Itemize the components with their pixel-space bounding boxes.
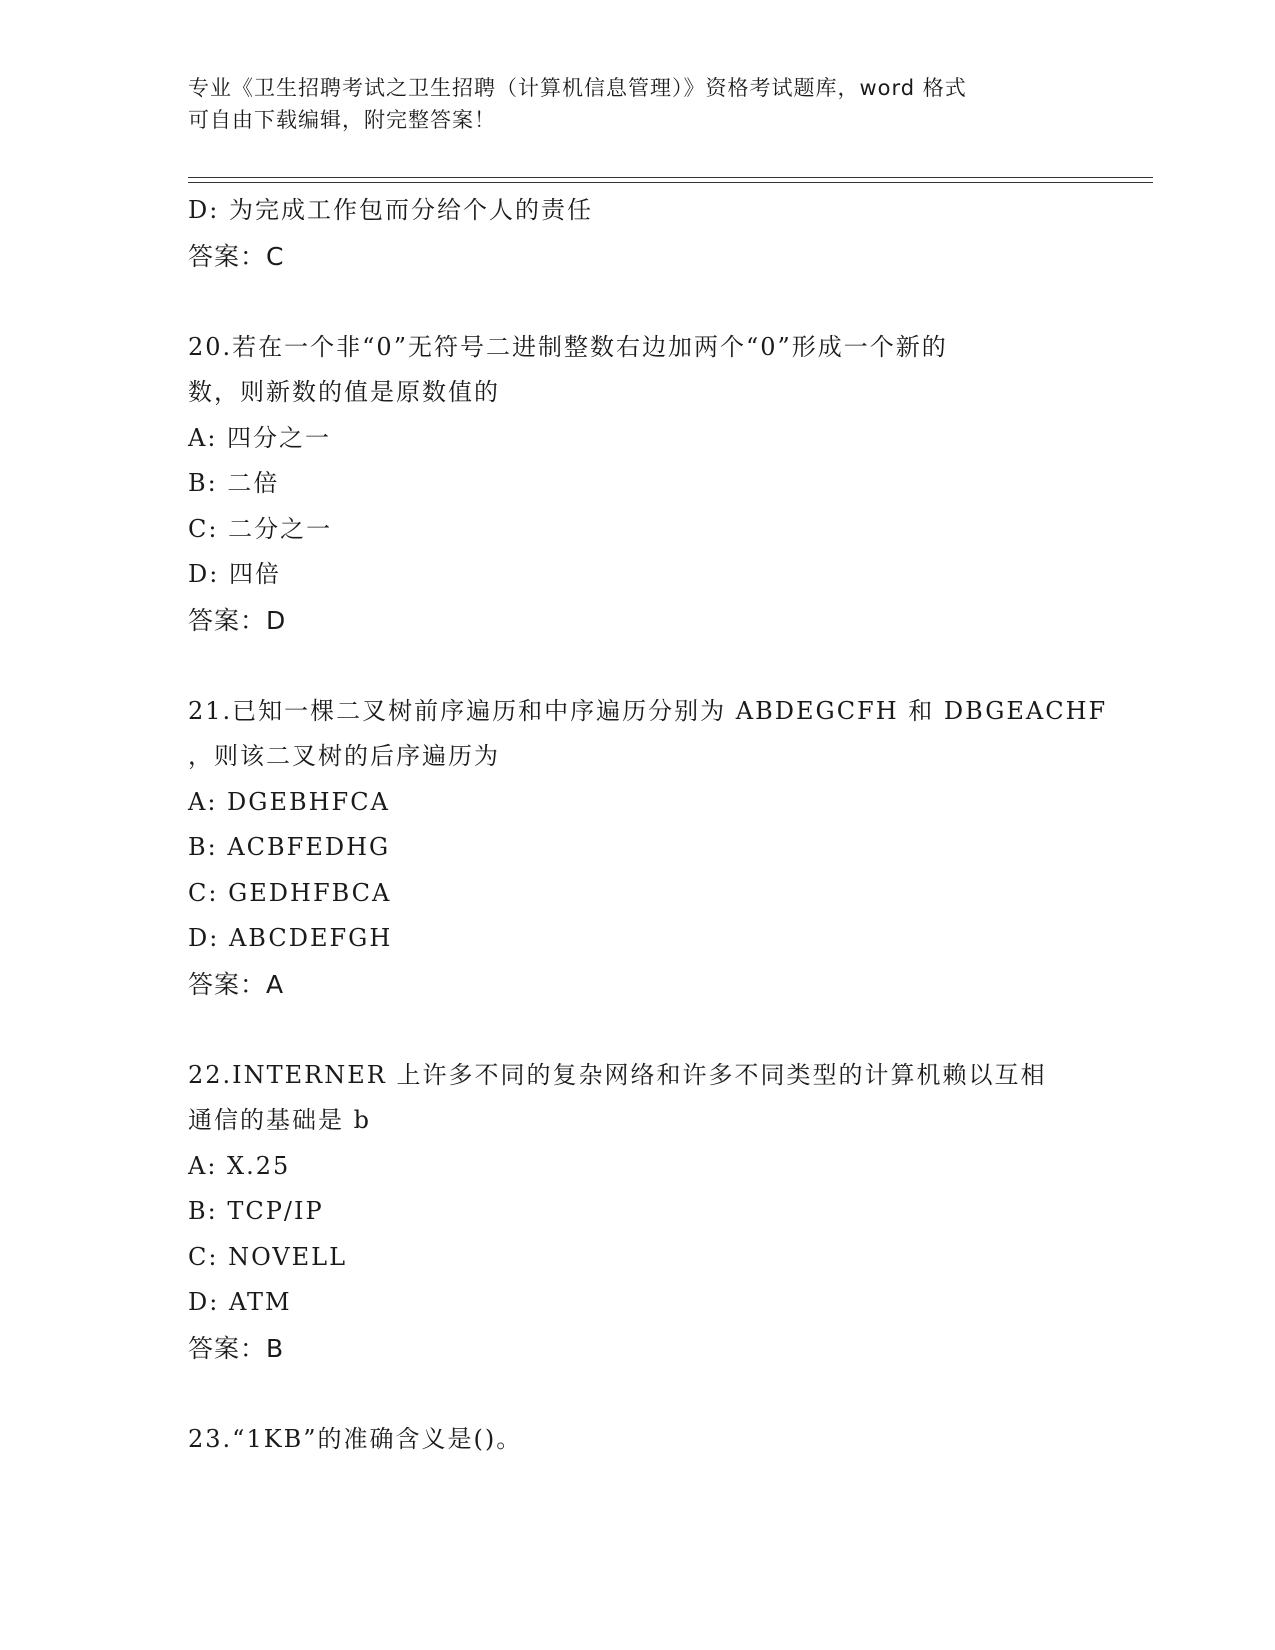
option-d: D: 四倍 xyxy=(188,560,281,588)
header-divider-top xyxy=(188,177,1153,178)
option-d: D: ATM xyxy=(188,1288,292,1316)
question-stem: 23.“1KB”的准确含义是()。 xyxy=(188,1424,523,1453)
spacer xyxy=(188,1371,1088,1417)
question-20 xyxy=(188,325,1088,644)
question-stem: 21.已知一棵二叉树前序遍历和中序遍历分别为 ABDEGCFH 和 DBGEACHF xyxy=(188,696,1108,725)
option-a: A: DGEBHFCA xyxy=(188,787,390,816)
question-stem: ，则该二叉树的后序遍历为 xyxy=(188,742,500,770)
answer: 答案：D xyxy=(188,605,287,635)
header-line-1: 专业《卫生招聘考试之卫生招聘（计算机信息管理）》资格考试题库，word 格式 xyxy=(188,76,967,100)
header-line-2: 可自由下载编辑，附完整答案！ xyxy=(188,108,496,132)
option-c: C: GEDHFBCA xyxy=(188,878,392,907)
page-header xyxy=(188,72,1088,136)
prev-option-d: D: 为完成工作包而分给个人的责任 xyxy=(188,196,593,224)
question-stem: 20.若在一个非“0”无符号二进制整数右边加两个“0”形成一个新的 xyxy=(188,332,948,361)
option-d: D: ABCDEFGH xyxy=(188,924,393,952)
answer: 答案：B xyxy=(188,1333,285,1363)
question-22 xyxy=(188,1053,1088,1372)
spacer xyxy=(188,643,1088,689)
header-divider-bottom xyxy=(188,182,1153,183)
option-b: B: ACBFEDHG xyxy=(188,833,391,861)
option-a: A: 四分之一 xyxy=(188,423,332,452)
option-c: C: 二分之一 xyxy=(188,514,333,543)
option-b: B: TCP/IP xyxy=(188,1197,324,1225)
question-23 xyxy=(188,1417,1088,1463)
question-stem: 数，则新数的值是原数值的 xyxy=(188,378,500,406)
option-a: A: X.25 xyxy=(188,1151,291,1180)
question-21 xyxy=(188,689,1108,1008)
question-list xyxy=(188,188,1108,1462)
answer: 答案：A xyxy=(188,969,285,999)
question-stem: 通信的基础是 b xyxy=(188,1106,371,1134)
spacer xyxy=(188,279,1088,325)
prev-answer: 答案：C xyxy=(188,241,285,271)
question-stem: 22.INTERNER 上许多不同的复杂网络和许多不同类型的计算机赖以互相 xyxy=(188,1060,1047,1089)
spacer xyxy=(188,1007,1088,1053)
option-c: C: NOVELL xyxy=(188,1242,348,1271)
option-b: B: 二倍 xyxy=(188,469,280,497)
